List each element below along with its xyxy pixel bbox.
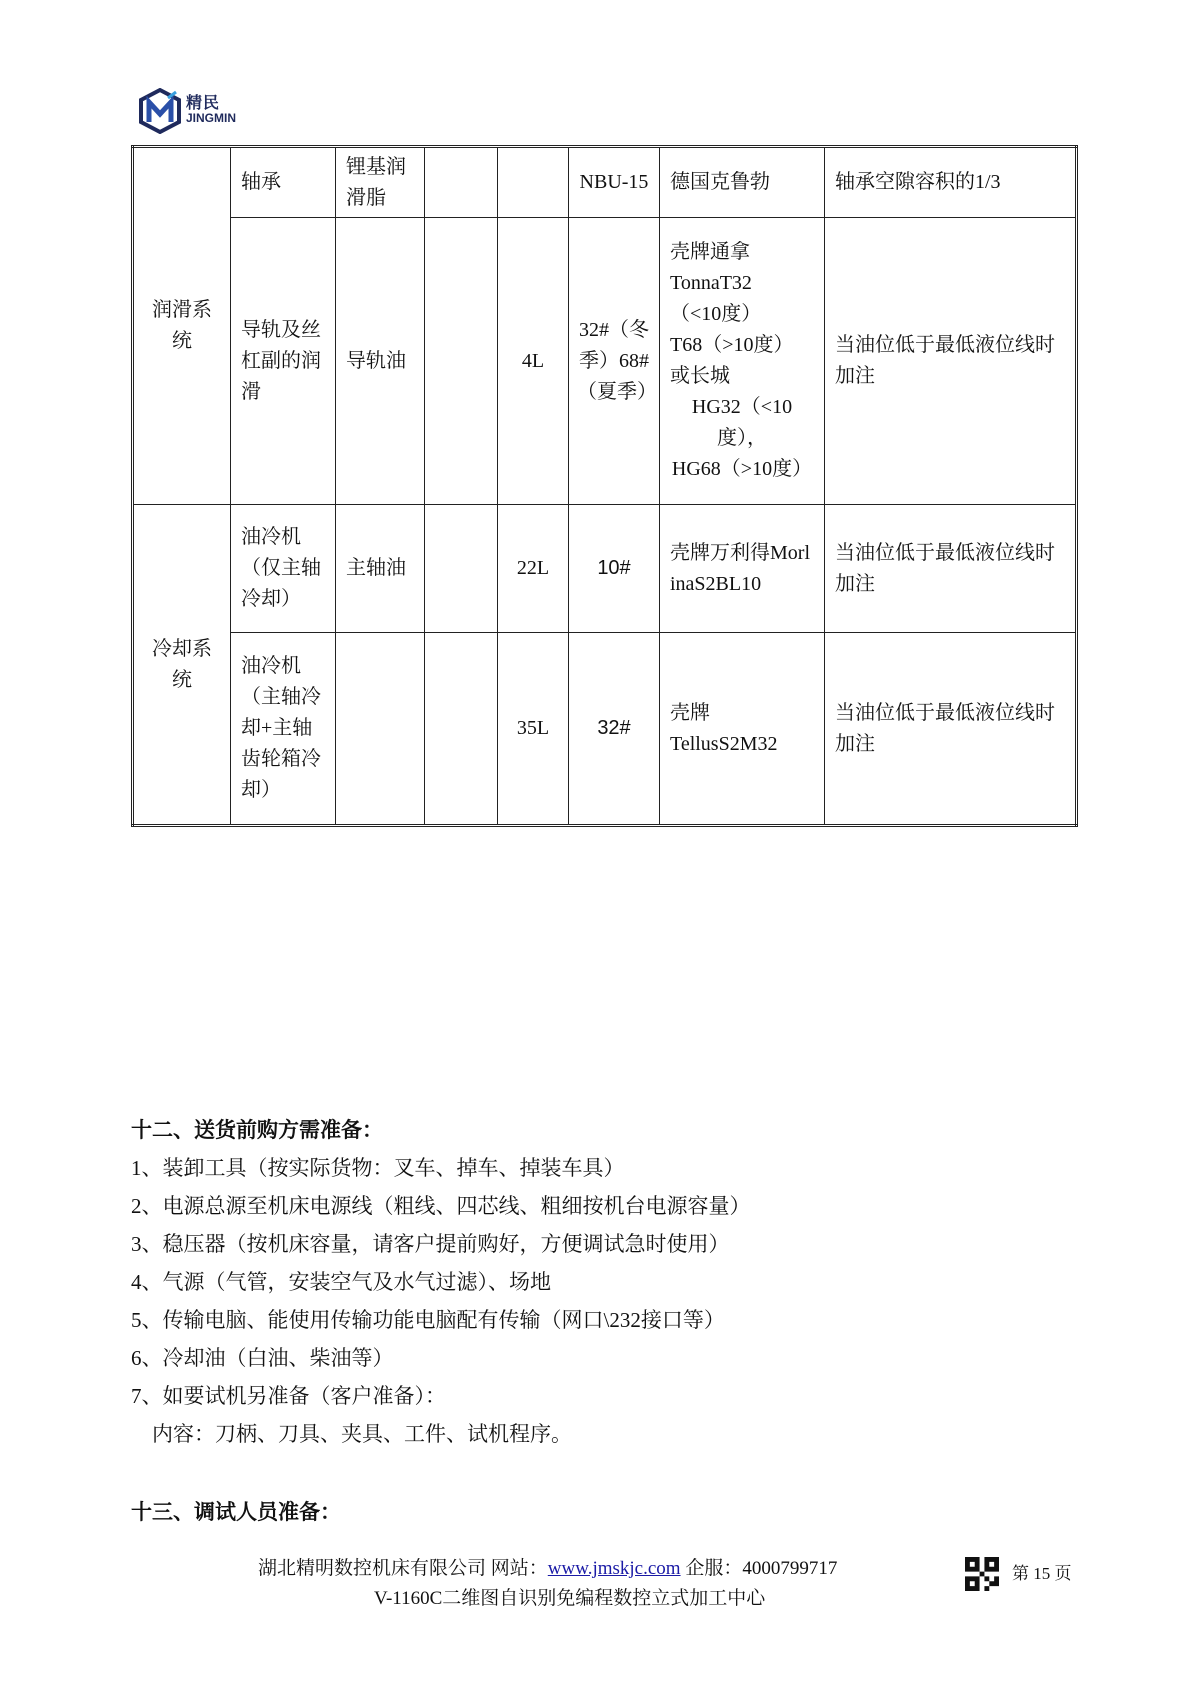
grade-cell: 32#（冬季）68#（夏季） bbox=[569, 218, 660, 505]
section-12 bbox=[131, 1111, 751, 1453]
footer-company: 湖北精明数控机床有限公司 网站： bbox=[258, 1558, 548, 1579]
system-cell: 润滑系统 bbox=[133, 147, 231, 505]
oil-cell: 主轴油 bbox=[336, 505, 425, 633]
list-item: 2、电源总源至机床电源线（粗线、四芯线、粗细按机台电源容量） bbox=[131, 1194, 751, 1218]
part-cell: 油冷机（仅主轴冷却） bbox=[231, 505, 336, 633]
note-cell: 当油位低于最低液位线时加注 bbox=[825, 633, 1077, 826]
list-item: 7、如要试机另准备（客户准备）： bbox=[131, 1384, 446, 1408]
footer-service: 企服：4000799717 bbox=[680, 1558, 838, 1579]
table-row bbox=[133, 505, 1077, 633]
list-item: 1、装卸工具（按实际货物：叉车、掉车、掉装车具） bbox=[131, 1156, 625, 1180]
list-item: 5、传输电脑、能使用传输功能电脑配有传输（网口\232接口等） bbox=[131, 1308, 725, 1332]
brand-line: HG32（<10度）， bbox=[691, 396, 793, 449]
part-cell: 油冷机（主轴冷却+主轴齿轮箱冷却） bbox=[231, 633, 336, 826]
brand-line: HG68（>10度） bbox=[671, 458, 813, 480]
qr-code-icon bbox=[965, 1557, 999, 1591]
grade-cell: NBU-15 bbox=[569, 147, 660, 218]
brand-line: 壳牌通拿 bbox=[670, 241, 750, 263]
empty-cell bbox=[425, 147, 498, 218]
footer-subtitle: V-1160C二维图自识别免编程数控立式加工中心 bbox=[374, 1588, 766, 1609]
list-item: 3、稳压器（按机床容量，请客户提前购好，方便调试急时使用） bbox=[131, 1232, 730, 1256]
table-row bbox=[133, 218, 1077, 505]
brand-cell: 德国克鲁勃 bbox=[660, 147, 825, 218]
table-row bbox=[133, 633, 1077, 826]
part-cell: 轴承 bbox=[231, 147, 336, 218]
qty-cell bbox=[498, 147, 569, 218]
logo-hexagon-icon bbox=[138, 88, 182, 134]
logo-cn: 精民 bbox=[186, 95, 221, 112]
company-logo bbox=[138, 88, 236, 134]
website-link[interactable]: www.jmskjc.com bbox=[547, 1558, 681, 1579]
list-item: 4、气源（气管，安装空气及水气过滤）、场地 bbox=[131, 1270, 551, 1294]
note-cell: 当油位低于最低液位线时加注 bbox=[825, 505, 1077, 633]
list-item: 6、冷却油（白油、柴油等） bbox=[131, 1346, 394, 1370]
brand-cell bbox=[660, 218, 825, 505]
brand-line: （<10度） bbox=[670, 303, 762, 325]
oil-cell bbox=[336, 633, 425, 826]
list-item: 内容：刀柄、刀具、夹具、工件、试机程序。 bbox=[131, 1422, 572, 1446]
empty-cell bbox=[425, 218, 498, 505]
empty-cell bbox=[425, 505, 498, 633]
empty-cell bbox=[425, 633, 498, 826]
grade-cell: 32# bbox=[569, 633, 660, 826]
system-cell: 冷却系统 bbox=[133, 505, 231, 826]
table-row bbox=[133, 147, 1077, 218]
grade-cell: 10# bbox=[569, 505, 660, 633]
note-cell: 当油位低于最低液位线时加注 bbox=[825, 218, 1077, 505]
brand-line: T68（>10度） bbox=[670, 334, 794, 356]
qty-cell: 22L bbox=[498, 505, 569, 633]
brand-cell: 壳牌TellusS2M32 bbox=[660, 633, 825, 826]
qty-cell: 4L bbox=[498, 218, 569, 505]
oil-cell: 锂基润滑脂 bbox=[336, 147, 425, 218]
oil-cell: 导轨油 bbox=[336, 218, 425, 505]
note-cell: 轴承空隙容积的1/3 bbox=[825, 147, 1077, 218]
section-title: 十三、调试人员准备： bbox=[131, 1500, 341, 1524]
brand-cell: 壳牌万利得MorlinaS2BL10 bbox=[660, 505, 825, 633]
section-title: 十二、送货前购方需准备： bbox=[131, 1118, 383, 1142]
section-13 bbox=[131, 1493, 341, 1531]
page-number: 第 15 页 bbox=[1012, 1564, 1072, 1583]
brand-line: TonnaT32 bbox=[670, 272, 752, 294]
lubrication-table bbox=[131, 145, 1078, 827]
part-cell: 导轨及丝杠副的润滑 bbox=[231, 218, 336, 505]
qty-cell: 35L bbox=[498, 633, 569, 826]
brand-line: 或长城 bbox=[670, 365, 730, 387]
logo-en: JINGMIN bbox=[186, 111, 237, 125]
